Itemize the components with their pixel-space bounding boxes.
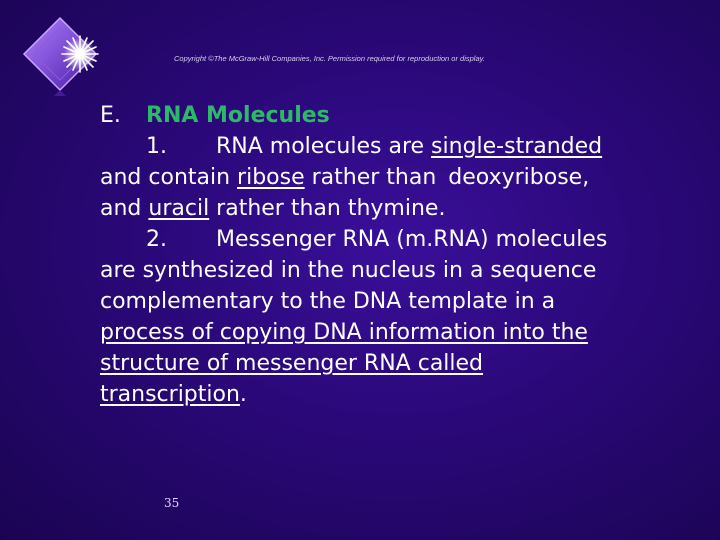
slide-body <box>100 100 670 410</box>
section-title: RNA Molecules <box>146 103 330 128</box>
item-1-text: and <box>100 196 149 221</box>
term-ribose: ribose <box>237 165 305 190</box>
item-2-line-4 <box>100 317 670 348</box>
term-single-stranded: single-stranded <box>431 134 603 159</box>
item-2-line-1 <box>100 224 670 255</box>
item-2-text: . <box>239 382 247 407</box>
item-1-line-2 <box>100 162 670 193</box>
copyright-notice: Copyright ©The McGraw-Hill Companies, Inc. Permission required for reproduction or display. <box>174 54 485 63</box>
item-2-line-2: are synthesized in the nucleus in a sequence <box>100 258 597 283</box>
item-2-line-5 <box>100 348 670 379</box>
item-2-text: Messenger RNA (m.RNA) molecules <box>216 227 608 252</box>
item-1-number: 1. <box>146 134 167 159</box>
page-number: 35 <box>164 496 180 510</box>
term-transcription: transcription <box>100 382 240 407</box>
item-1-text: deoxyribose, <box>448 165 590 190</box>
item-1-line-3 <box>100 193 670 224</box>
term-structure-line: structure of messenger RNA called <box>100 351 484 376</box>
term-uracil: uracil <box>148 196 210 221</box>
item-1-text: and contain <box>100 165 238 190</box>
item-1-text: rather than thymine. <box>209 196 446 221</box>
item-2-line-6 <box>100 379 670 410</box>
item-2-line-3: complementary to the DNA template in a <box>100 289 556 314</box>
item-1-text: rather than <box>304 165 437 190</box>
term-process-line: process of copying DNA information into the <box>100 320 588 345</box>
item-2-number: 2. <box>146 227 167 252</box>
item-1-line-1 <box>100 131 670 162</box>
section-heading <box>100 100 670 131</box>
section-letter: E. <box>100 103 121 128</box>
item-1-text: RNA molecules are <box>216 134 432 159</box>
